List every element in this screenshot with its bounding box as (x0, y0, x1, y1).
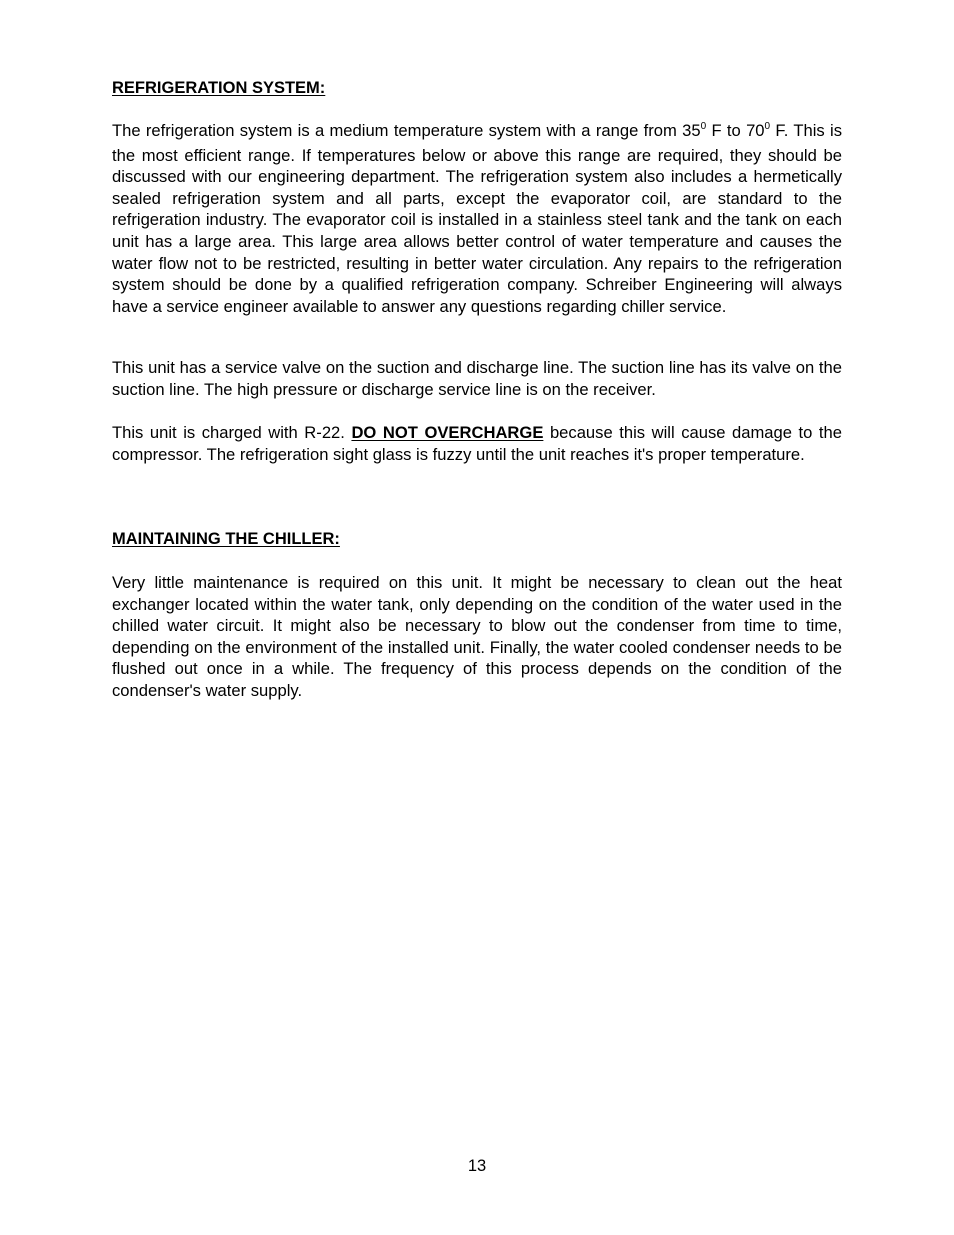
service-valve-paragraph: This unit has a service valve on the suction and discharge line. The suction line has its valve on the suction line. The high pressure or discharge service line is on the receiver. (112, 358, 842, 399)
document-page (112, 0, 842, 1235)
refrigeration-system-paragraph (112, 120, 842, 317)
overcharge-warning: DO NOT OVERCHARGE (351, 423, 544, 442)
refrigeration-paragraph-text-c: F. This is the most efficient range. If temperatures below or above this range are required, they should be discussed with our engineering department. The refrigeration system also includes a hermetically sealed refrigeration system and all parts, except the evaporator coil, are standard to the refrigeration industry. The evaporator coil is installed in a stainless steel tank and the tank on each unit has a large area. This large area allows better control of water temperature and causes the water flow not to be restricted, resulting in better water circulation. Any repairs to the refrigeration system should be done by a qualified refrigeration company. Schreiber Engineering will always have a service engineer available to answer any questions regarding chiller service. (112, 121, 842, 316)
page-number: 13 (467, 1157, 487, 1175)
charge-paragraph-text-b: because this will cause damage to the compressor. The refrigeration sight glass is fuzzy until the unit reaches it's proper temperature. (112, 423, 842, 464)
charge-paragraph (112, 422, 842, 465)
superscript-degree-1: 0 (700, 121, 707, 132)
refrigeration-paragraph-text-b: F to 70 (706, 121, 765, 140)
superscript-degree-2: 0 (764, 121, 771, 132)
refrigeration-paragraph-text-a: The refrigeration system is a medium temperature system with a range from 35 (112, 121, 701, 140)
refrigeration-system-heading: REFRIGERATION SYSTEM: (112, 79, 326, 97)
charge-paragraph-text-a: This unit is charged with R-22. (112, 423, 352, 442)
maintenance-paragraph: Very little maintenance is required on this unit. It might be necessary to clean out the heat exchanger located within the water tank, only depending on the condition of the water used in the chilled water circuit. It might also be necessary to blow out the condenser from time to time, depending on the environment of the installed unit. Finally, the water cooled condenser needs to be flushed out once in a while. The frequency of this process depends on the condition of the condenser's water supply. (112, 573, 842, 700)
maintaining-chiller-heading: MAINTAINING THE CHILLER: (112, 530, 340, 548)
